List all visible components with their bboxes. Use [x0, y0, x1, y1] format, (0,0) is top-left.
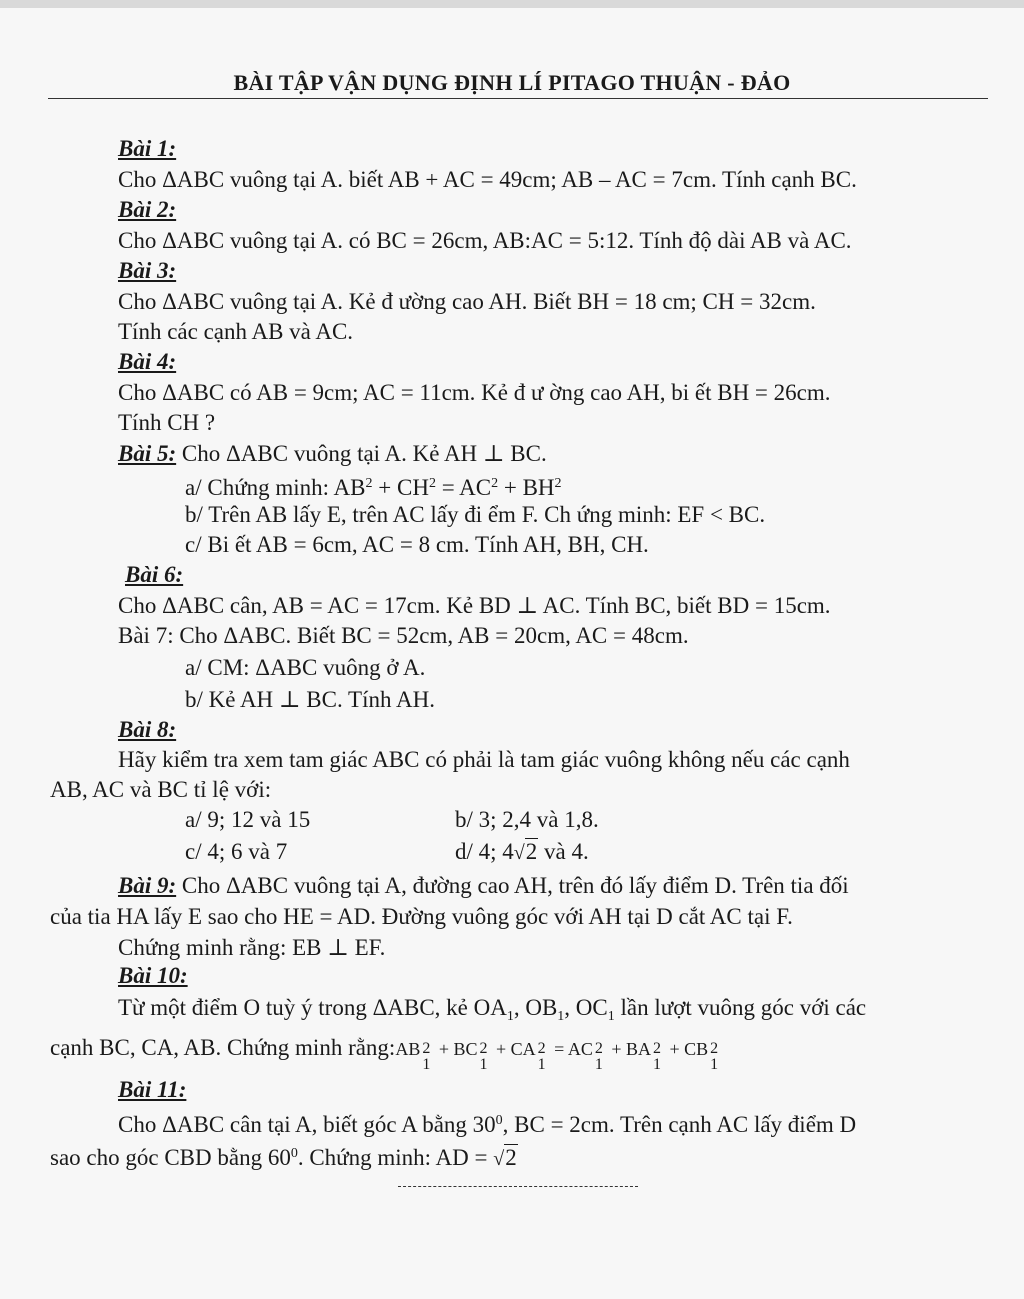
- exercise-6-heading: Bài 6:: [125, 562, 184, 587]
- exercise-6-text: Cho ΔABC cân, AB = AC = 17cm. Kẻ BD ⊥ AC. Tính BC, biết BD = 15cm.: [118, 593, 831, 618]
- exercise-4-heading: Bài 4:: [118, 349, 177, 374]
- exercise-3-heading: Bài 3:: [118, 258, 177, 283]
- title-underline: [48, 98, 988, 99]
- exercise-10-heading: Bài 10:: [118, 963, 188, 988]
- exercise-11-line-2: sao cho góc CBD bằng $60^0$. Chứng minh: AD = √2: [50, 1145, 517, 1170]
- exercise-8-option-d: d/ 4; 4√2 và 4.: [455, 839, 589, 864]
- exercise-9-line-1: Bài 9: Cho ΔABC vuông tại A, đường cao AH, trên đó lấy điểm D. Trên tia đối: [118, 873, 849, 898]
- exercise-11-line-1: Cho ΔABC cân tại A, biết góc A bằng $30^0$, BC = 2cm. Trên cạnh AC lấy điểm D: [118, 1112, 857, 1137]
- exercise-8-line-1: Hãy kiểm tra xem tam giác ABC có phải là tam giác vuông không nếu các cạnh: [118, 747, 850, 772]
- exercise-9-heading: Bài 9:: [118, 873, 177, 898]
- exercise-8-option-c: c/ 4; 6 và 7: [185, 839, 288, 864]
- exercise-11-heading: Bài 11:: [118, 1077, 187, 1102]
- exercise-7-part-a: a/ CM: ΔABC vuông ở A.: [185, 655, 426, 680]
- exercise-7-part-b: b/ Kẻ AH ⊥ BC. Tính AH.: [185, 687, 435, 712]
- exercise-5-part-a: a/ Chứng minh: $AB^2 + CH^2 = AC^2 + BH^2$: [185, 475, 562, 500]
- exercise-5-part-b: b/ Trên AB lấy E, trên AC lấy đi ểm F. Ch ứng minh: EF < BC.: [185, 502, 766, 527]
- exercise-8-option-a: a/ 9; 12 và 15: [185, 807, 311, 832]
- exercise-10-line-1: Từ một điểm O tuỳ ý trong ΔABC, kẻ $OA_1$, $OB_1$, $OC_1$ lần lượt vuông góc với các: [118, 995, 867, 1024]
- exercise-7-line-1: Bài 7: Cho ΔABC. Biết BC = 52cm, AB = 20cm, AC = 48cm.: [118, 623, 689, 648]
- exercise-4-line-2: Tính CH ?: [118, 410, 216, 435]
- exercise-1-heading: Bài 1:: [118, 136, 177, 161]
- exercise-9-line-2: của tia HA lấy E sao cho HE = AD. Đường vuông góc với AH tại D cắt AC tại F.: [50, 904, 793, 929]
- exercise-10-line-2: cạnh BC, CA, AB. Chứng minh rằng:AB 2 1 + BC 2 1 + CA 2 1 = AC 2 1 + BA 2 1 + CB 2 1: [50, 1035, 719, 1073]
- exercise-8-line-2: AB, AC và BC tỉ lệ với:: [50, 777, 272, 802]
- exercise-3-line-1: Cho ΔABC vuông tại A. Kẻ đ ường cao AH. Biết BH = 18 cm; CH = 32cm.: [118, 289, 816, 314]
- exercise-4-line-1: Cho ΔABC có AB = 9cm; AC = 11cm. Kẻ đ ư ờng cao AH, bi ết BH = 26cm.: [118, 380, 831, 405]
- top-bar: [0, 0, 1024, 8]
- exercise-2-text: Cho ΔABC vuông tại A. có BC = 26cm, AB:AC = 5:12. Tính độ dài AB và AC.: [118, 228, 852, 253]
- page-title: BÀI TẬP VẬN DỤNG ĐỊNH LÍ PITAGO THUẬN - ĐẢO: [233, 70, 791, 95]
- exercise-5-intro: Cho ΔABC vuông tại A. Kẻ AH ⊥ BC.: [176, 441, 547, 466]
- exercise-5-part-c: c/ Bi ết AB = 6cm, AC = 8 cm. Tính AH, BH, CH.: [185, 532, 649, 557]
- exercise-2-heading: Bài 2:: [118, 197, 177, 222]
- exercise-8-option-b: b/ 3; 2,4 và 1,8.: [455, 807, 599, 832]
- exercise-5-heading: Bài 5:: [118, 441, 177, 466]
- exercise-1-text: Cho ΔABC vuông tại A. biết AB + AC = 49cm; AB – AC = 7cm. Tính cạnh BC.: [118, 167, 857, 192]
- exercise-5-line-1: [118, 440, 547, 468]
- end-divider: [398, 1186, 638, 1187]
- exercise-3-line-2: Tính các cạnh AB và AC.: [118, 319, 354, 344]
- exercise-8-heading: Bài 8:: [118, 717, 177, 742]
- exercise-9-line-3: Chứng minh rằng: EB ⊥ EF.: [118, 935, 386, 960]
